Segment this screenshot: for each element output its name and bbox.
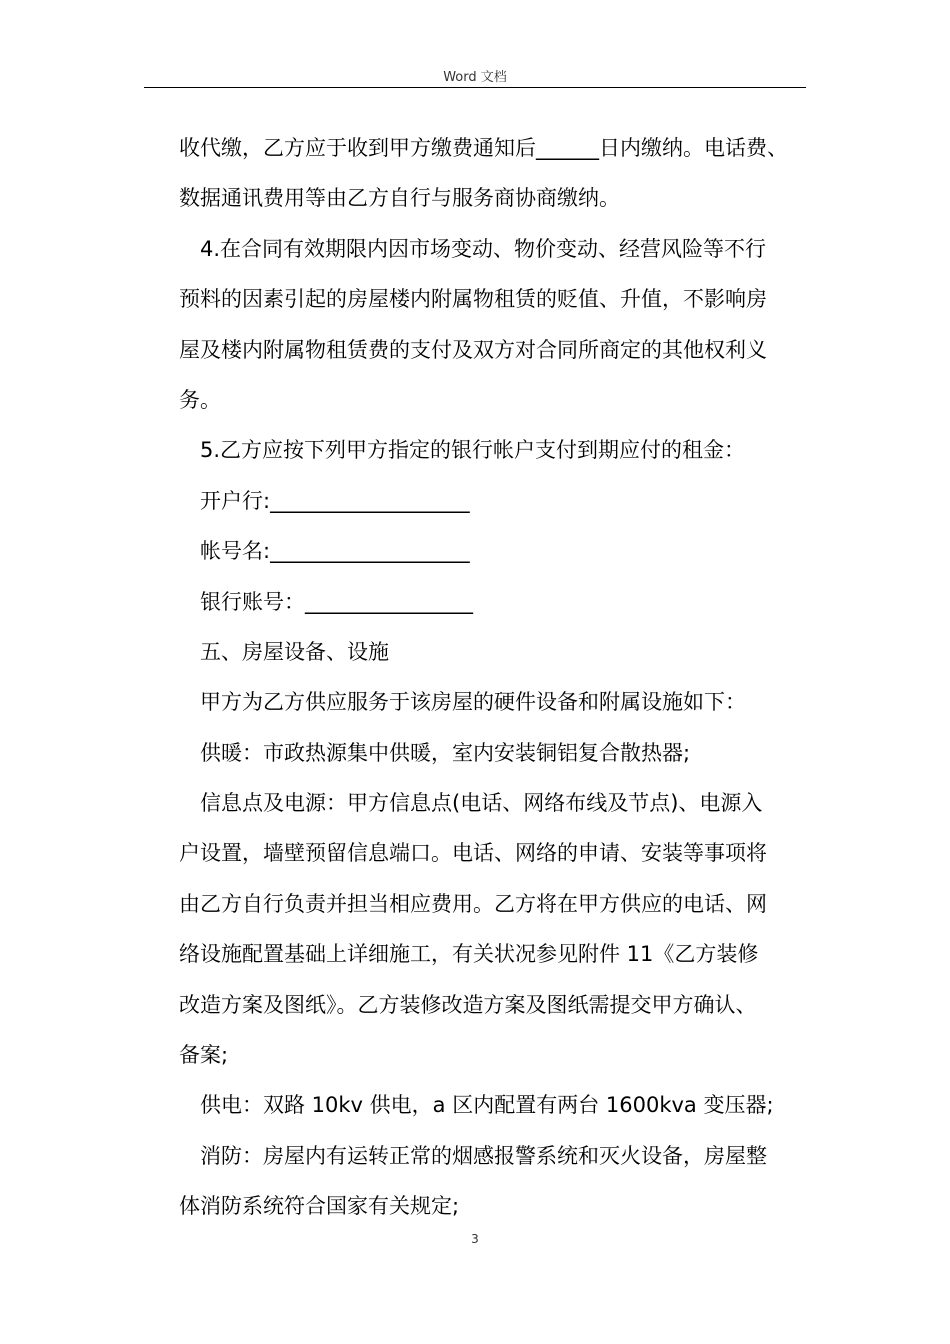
paragraph-line: 体消防系统符合国家有关规定; <box>179 1194 460 1219</box>
paragraph-line: 甲方为乙方供应服务于该房屋的硬件设备和附属设施如下： <box>200 690 746 715</box>
header-divider <box>144 87 806 88</box>
paragraph-line: 由乙方自行负责并担当相应费用。乙方将在甲方供应的电话、网 <box>179 891 767 916</box>
paragraph-line: 收代缴，乙方应于收到甲方缴费通知后______日内缴纳。电话费、 <box>179 136 788 160</box>
paragraph-line: 供暖：市政热源集中供暖，室内安装铜铝复合散热器; <box>200 740 691 765</box>
bank-name-field: 开户行:___________________ <box>200 488 470 513</box>
paragraph-line: 4.在合同有效期限内因市场变动、物价变动、经营风险等不行 <box>200 236 767 261</box>
paragraph-line: 改造方案及图纸》。乙方装修改造方案及图纸需提交甲方确认、 <box>179 992 757 1017</box>
document-body <box>179 123 809 1232</box>
paragraph-line: 备案; <box>179 1043 229 1068</box>
section-heading: 五、房屋设备、设施 <box>200 639 389 664</box>
paragraph-line: 预料的因素引起的房屋楼内附属物租赁的贬值、升值，不影响房 <box>179 287 767 312</box>
page-number: 3 <box>471 1232 479 1246</box>
paragraph-line: 户设置，墙壁预留信息端口。电话、网络的申请、安装等事项将 <box>179 841 767 866</box>
paragraph-line: 5.乙方应按下列甲方指定的银行帐户支付到期应付的租金： <box>200 438 746 463</box>
paragraph-line: 信息点及电源：甲方信息点(电话、网络布线及节点)、电源入 <box>200 791 763 816</box>
paragraph-line: 数据通讯费用等由乙方自行与服务商协商缴纳。 <box>179 186 620 211</box>
paragraph-line: 络设施配置基础上详细施工，有关状况参见附件 11《乙方装修 <box>179 942 759 967</box>
account-number-field: 银行账号：________________ <box>200 589 473 614</box>
paragraph-line: 供电：双路 10kv 供电，a 区内配置有两台 1600kva 变压器; <box>200 1093 774 1118</box>
paragraph-line: 务。 <box>179 387 221 412</box>
paragraph-line: 屋及楼内附属物租赁费的支付及双方对合同所商定的其他权利义 <box>179 337 767 362</box>
account-name-field: 帐号名:___________________ <box>200 539 470 564</box>
header-title: Word 文档 <box>443 70 507 85</box>
paragraph-line: 消防：房屋内有运转正常的烟感报警系统和灭火设备，房屋整 <box>200 1143 767 1168</box>
